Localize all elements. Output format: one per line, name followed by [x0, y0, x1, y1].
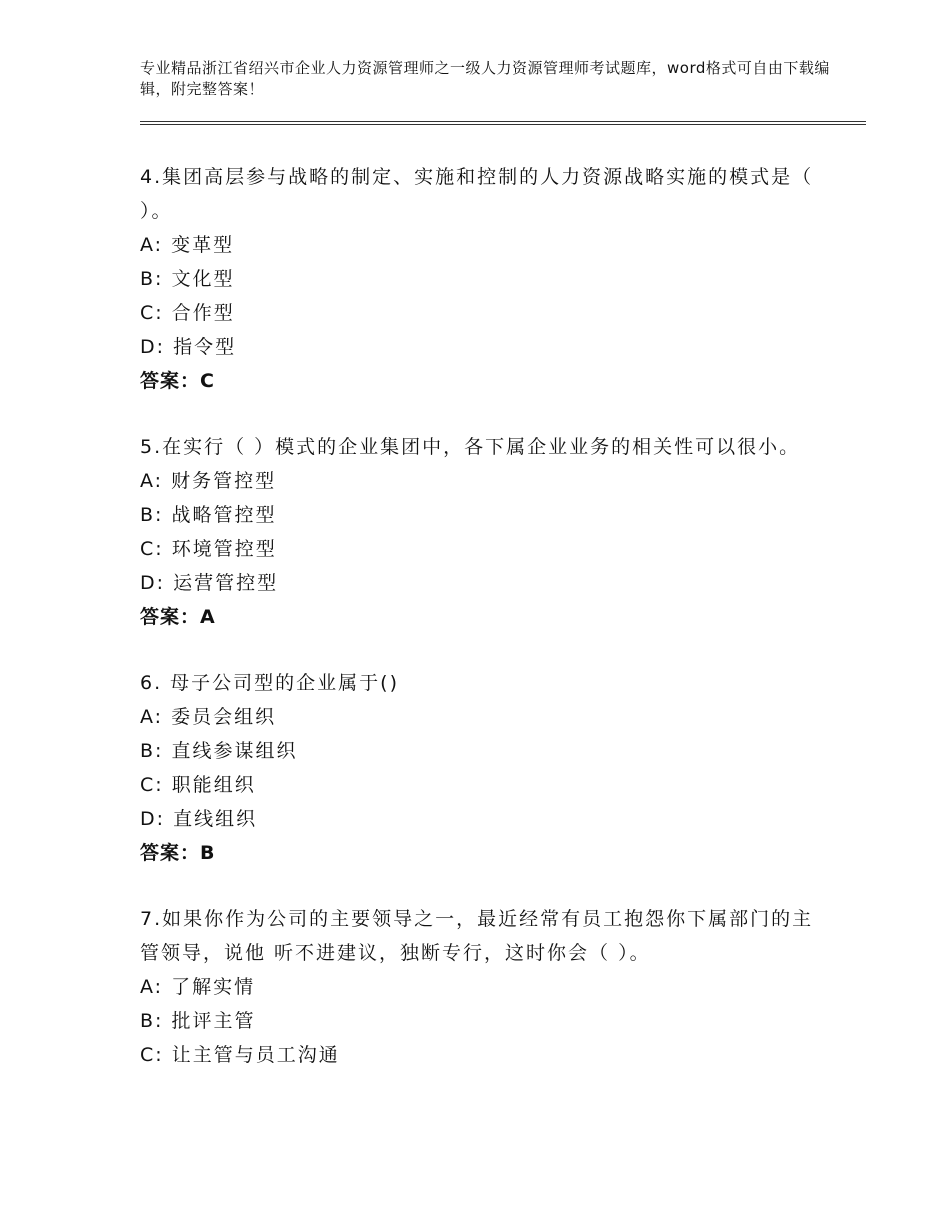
question-text: 7.如果你作为公司的主要领导之一，最近经常有员工抱怨你下属部门的主管领导，说他 听不进建议，独断专行，这时你会（ ）。 — [140, 908, 814, 964]
question-text: 6. 母子公司型的企业属于() — [140, 672, 399, 694]
option-b: B: 批评主管 — [140, 1010, 256, 1032]
answer-line: 答案：A — [140, 606, 216, 628]
option-a: A: 了解实情 — [140, 976, 256, 998]
question-5 — [140, 430, 820, 634]
option-c: C: 让主管与员工沟通 — [140, 1044, 340, 1066]
option-a: A: 委员会组织 — [140, 706, 277, 728]
question-text: 5.在实行（ ）模式的企业集团中，各下属企业业务的相关性可以很小。 — [140, 436, 801, 458]
option-a: A: 变革型 — [140, 234, 235, 256]
option-b: B: 直线参谋组织 — [140, 740, 298, 762]
option-a: A: 财务管控型 — [140, 470, 277, 492]
option-b: B: 文化型 — [140, 268, 235, 290]
question-6 — [140, 666, 820, 870]
question-7 — [140, 902, 820, 1072]
option-b: B: 战略管控型 — [140, 504, 277, 526]
option-d: D: 指令型 — [140, 336, 237, 358]
option-c: C: 职能组织 — [140, 774, 256, 796]
question-text: 4.集团高层参与战略的制定、实施和控制的人力资源战略实施的模式是（ ）。 — [140, 166, 814, 222]
answer-line: 答案：C — [140, 370, 215, 392]
header-rule-bottom — [140, 124, 866, 125]
option-d: D: 直线组织 — [140, 808, 258, 830]
question-list — [140, 160, 820, 1104]
option-d: D: 运营管控型 — [140, 572, 279, 594]
option-c: C: 合作型 — [140, 302, 235, 324]
answer-line: 答案：B — [140, 842, 216, 864]
header-rule-top — [140, 121, 866, 122]
question-4 — [140, 160, 820, 398]
option-c: C: 环境管控型 — [140, 538, 277, 560]
document-header: 专业精品浙江省绍兴市企业人力资源管理师之一级人力资源管理师考试题库，word格式可自由下载编辑，附完整答案！ — [140, 59, 830, 98]
